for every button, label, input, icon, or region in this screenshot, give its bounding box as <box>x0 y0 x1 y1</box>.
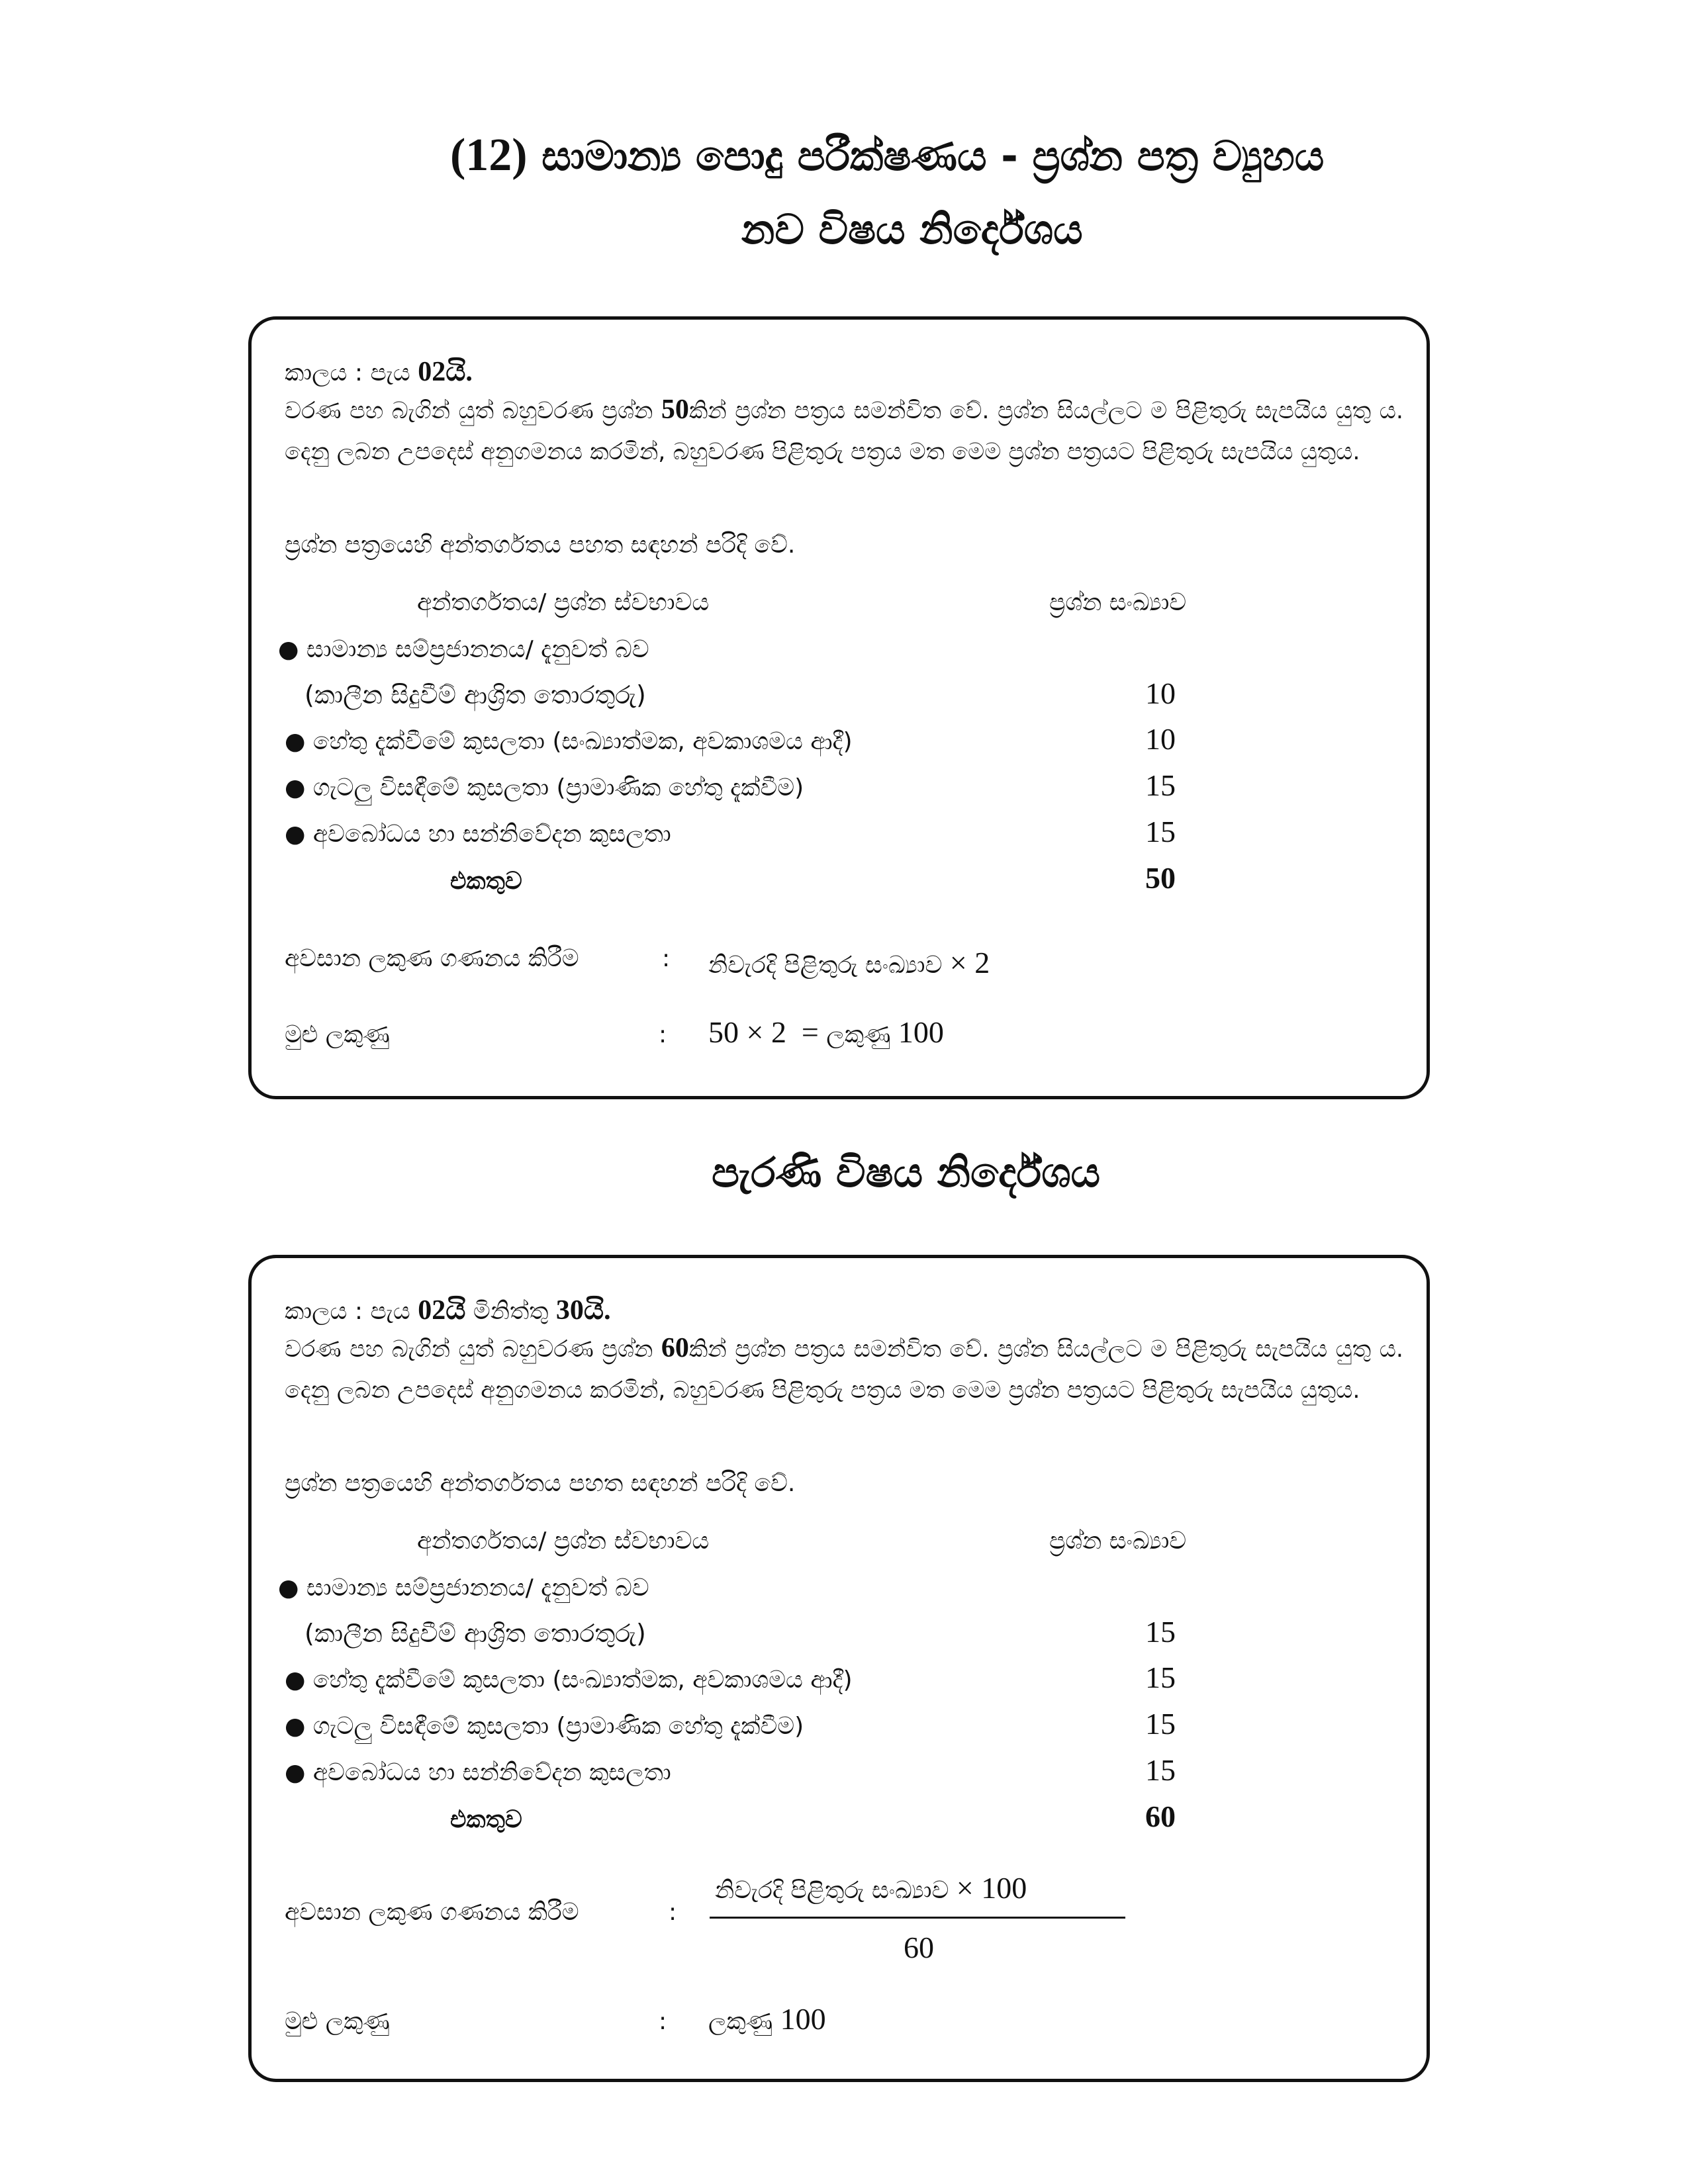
bullet: ● <box>278 1574 299 1602</box>
title-number: (12) <box>450 130 528 181</box>
column-header-content: අන්තර්ගතය/ ප්‍රශ්න ස්වභාවය <box>417 1527 710 1555</box>
list-item <box>285 821 671 848</box>
item-label: ගැටලු විසඳීමේ කුසලතා (ප්‍රාමාණික හේතු දැක්වීම) <box>312 774 804 801</box>
list-item <box>285 774 804 802</box>
instructions-paragraph <box>285 1328 1403 1411</box>
calc-formula <box>708 945 990 980</box>
instructions-part-b: කින් ප්‍රශ්න පත්‍රය සමන්විත වේ. ප්‍රශ්න සියල්ලට ම පිළිතුරු සැපයිය යුතු ය. දෙනු ලබන උපදෙස් අනුගමනය කරමින්, බහුවරණ පිළිතුරු පත්‍රය මත මෙම ප්‍රශ්න පත්‍රයට පිළිතුරු සැපයිය යුතුය. <box>285 398 1403 465</box>
bullet: ● <box>285 1713 306 1740</box>
column-header-content: අන්තර්ගතය/ ප්‍රශ්න ස්වභාවය <box>417 589 710 616</box>
item-label: හේතු දැක්වීමේ කුසලතා (සංඛ්‍යාත්මක, අවකාශමය ආදී) <box>312 1666 853 1694</box>
formula-multiplier: × 2 <box>949 946 990 979</box>
colon: : <box>669 1899 677 1926</box>
item-count: 15 <box>1145 768 1176 802</box>
time-label: කාලය : පැය <box>285 359 410 387</box>
marks-value: 100 <box>780 2002 826 2036</box>
list-item <box>278 1574 649 1602</box>
numerator-text: නිවැරදි පිළිතුරු සංඛ්‍යාව <box>715 1877 949 1904</box>
total-label: එකතුව <box>450 868 522 895</box>
bullet: ● <box>285 1759 306 1786</box>
time-value: 02යි <box>418 1295 466 1326</box>
calc-label: අවසාන ලකුණ ගණනය කිරීම <box>285 1899 579 1926</box>
equals-sign: = <box>801 1015 819 1049</box>
numerator-multiplier: × 100 <box>956 1871 1027 1905</box>
question-total-number: 50 <box>661 394 689 425</box>
formula-text: නිවැරදි පිළිතුරු සංඛ්‍යාව <box>708 952 943 979</box>
time-line <box>285 1295 611 1326</box>
old-syllabus-box <box>248 1255 1430 2082</box>
list-item-continued: (කාලීන සිදුවීම් ආශ්‍රිත තොරතුරු) <box>305 1619 646 1648</box>
item-label: අවබෝධය හා සන්නිවේදන කුසලතා <box>312 821 671 848</box>
item-label: හේතු දැක්වීමේ කුසලතා (සංඛ්‍යාත්මක, අවකාශමය ආදී) <box>312 728 853 755</box>
item-label: අවබෝධය හා සන්නිවේදන කුසලතා <box>312 1759 671 1786</box>
title-text: සාමාන්‍ය පොදු පරීක්ෂණය - ප්‍රශ්න පත්‍ර ව්‍යුහය <box>541 132 1325 180</box>
colon: : <box>659 2008 667 2035</box>
marks-expression <box>708 1015 944 1050</box>
marks-word: ලකුණු <box>708 2008 773 2035</box>
calc-numerator <box>715 1870 1027 1905</box>
item-count: 15 <box>1145 815 1176 848</box>
old-syllabus-heading: පැරණි විෂය නිර්දේශය <box>712 1148 1101 1197</box>
new-syllabus-heading: නව විෂය නිර්දේශය <box>741 205 1083 253</box>
marks-expr: 50 × 2 <box>708 1015 786 1049</box>
instructions-paragraph <box>285 389 1403 473</box>
item-count: 10 <box>1145 676 1176 710</box>
list-item <box>285 728 853 756</box>
time-min-value: 30යි. <box>555 1295 611 1326</box>
total-label: එකතුව <box>450 1806 522 1833</box>
column-header-count: ප්‍රශ්න සංඛ්‍යාව <box>1049 589 1187 616</box>
item-count: 15 <box>1145 1615 1176 1649</box>
list-item-continued: (කාලීන සිදුවීම් ආශ්‍රිත තොරතුරු) <box>305 680 646 709</box>
instructions-part-b: කින් ප්‍රශ්න පත්‍රය සමන්විත වේ. ප්‍රශ්න සියල්ලට ම පිළිතුරු සැපයිය යුතු ය. දෙනු ලබන උපදෙස් අනුගමනය කරමින්, බහුවරණ පිළිතුරු පත්‍රය මත මෙම ප්‍රශ්න පත්‍රයට පිළිතුරු සැපයිය යුතුය. <box>285 1336 1403 1404</box>
item-count: 10 <box>1145 722 1176 756</box>
list-item <box>285 1759 671 1787</box>
item-count: 15 <box>1145 1661 1176 1694</box>
instructions-part-a: වරණ පහ බැගින් යුත් බහුවරණ ප්‍රශ්න <box>285 398 653 424</box>
marks-word: ලකුණු <box>826 1021 891 1048</box>
fraction-line <box>710 1917 1125 1919</box>
calc-denominator: 60 <box>904 1931 934 1964</box>
colon: : <box>662 945 671 972</box>
bullet: ● <box>285 774 306 801</box>
item-label: සාමාන්‍ය සම්ප්‍රජානනය/ දැනුවත් බව <box>306 636 649 663</box>
total-value: 60 <box>1145 1799 1176 1833</box>
page-title <box>450 129 1688 182</box>
bullet: ● <box>285 728 306 755</box>
content-intro: ප්‍රශ්න පත්‍රයෙහි අන්තර්ගතය පහත සඳහන් පරිදි වේ. <box>285 531 796 559</box>
list-item <box>278 636 649 664</box>
time-line <box>285 356 473 388</box>
time-min-label: මිනිත්තු <box>473 1298 549 1325</box>
item-count: 15 <box>1145 1753 1176 1787</box>
bullet: ● <box>285 1666 306 1694</box>
column-header-count: ප්‍රශ්න සංඛ්‍යාව <box>1049 1527 1187 1555</box>
time-value: 02යි. <box>418 357 473 387</box>
item-label: සාමාන්‍ය සම්ප්‍රජානනය/ දැනුවත් බව <box>306 1574 649 1602</box>
instructions-part-a: වරණ පහ බැගින් යුත් බහුවරණ ප්‍රශ්න <box>285 1336 653 1363</box>
list-item <box>285 1666 853 1694</box>
question-total-number: 60 <box>661 1333 689 1363</box>
total-marks-label: මුළු ලකුණු <box>285 1021 390 1048</box>
marks-expression <box>708 2001 826 2036</box>
colon: : <box>659 1021 667 1048</box>
bullet: ● <box>278 636 299 663</box>
marks-value: 100 <box>898 1015 944 1049</box>
calc-label: අවසාන ලකුණ ගණනය කිරීම <box>285 945 579 972</box>
new-syllabus-box <box>248 316 1430 1099</box>
item-label: ගැටලු විසඳීමේ කුසලතා (ප්‍රාමාණික හේතු දැක්වීම) <box>312 1713 804 1740</box>
total-marks-label: මුළු ලකුණු <box>285 2008 390 2035</box>
total-value: 50 <box>1145 861 1176 895</box>
bullet: ● <box>285 821 306 848</box>
time-label: කාලය : පැය <box>285 1298 410 1325</box>
item-count: 15 <box>1145 1707 1176 1741</box>
list-item <box>285 1713 804 1741</box>
content-intro: ප්‍රශ්න පත්‍රයෙහි අන්තර්ගතය පහත සඳහන් පරිදි වේ. <box>285 1470 796 1497</box>
